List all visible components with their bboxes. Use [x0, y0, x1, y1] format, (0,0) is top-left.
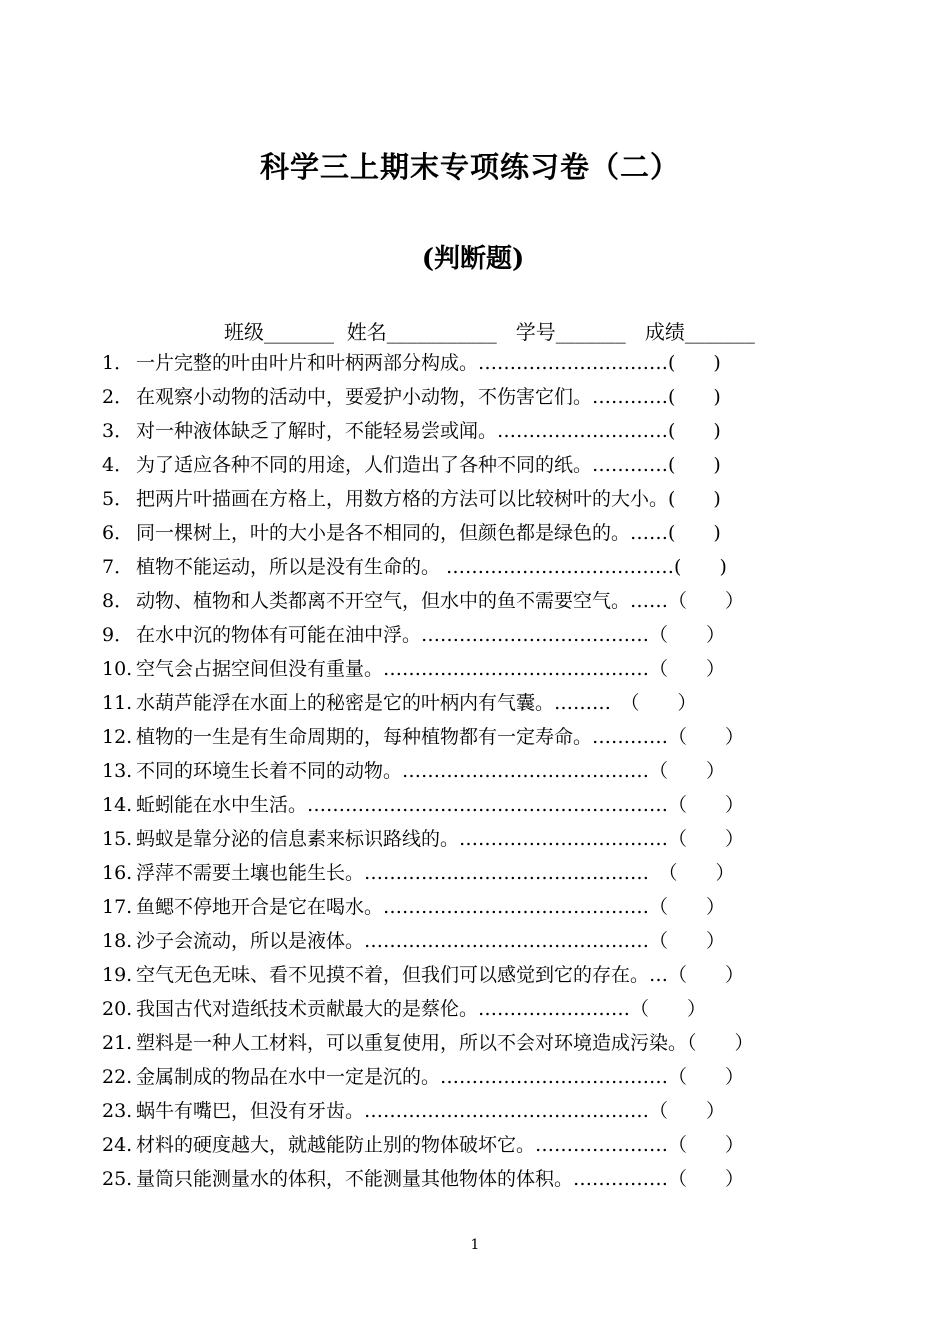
question-number: 11. [102, 692, 133, 714]
question-item [102, 618, 862, 652]
question-text: 一片完整的叶由叶片和叶柄两部分构成。…………………………( ) [136, 352, 721, 374]
question-number: 10. [102, 658, 133, 680]
question-item [102, 720, 862, 754]
question-item [102, 1094, 862, 1128]
question-number: 23. [102, 1100, 133, 1122]
page-title: 科学三上期末专项练习卷（二） [259, 150, 680, 184]
question-text: 空气会占据空间但没有重量。……………………………………（ ） [136, 658, 726, 680]
question-number: 7． [102, 556, 134, 578]
question-number: 8． [102, 590, 134, 612]
question-number: 2． [102, 386, 134, 408]
question-item [102, 380, 862, 414]
question-item [102, 686, 862, 720]
question-list [102, 346, 862, 1196]
question-number: 6． [102, 522, 134, 544]
question-number: 19. [102, 964, 133, 986]
question-number: 20. [102, 998, 133, 1020]
question-text: 我国古代对造纸技术贡献最大的是蔡伦。……………………（ ） [136, 998, 707, 1020]
question-number: 15. [102, 828, 133, 850]
question-text: 蚂蚁是靠分泌的信息素来标识路线的。……………………………（ ） [136, 828, 745, 850]
question-item [102, 652, 862, 686]
question-text: 塑料是一种人工材料，可以重复使用，所以不会对环境造成污染。（ ） [136, 1032, 754, 1054]
question-number: 12. [102, 726, 133, 748]
question-text: 在水中沉的物体有可能在油中浮。………………………………（ ） [136, 624, 726, 646]
question-text: 动物、植物和人类都离不开空气，但水中的鱼不需要空气。……（ ） [136, 590, 745, 612]
question-number: 9． [102, 624, 134, 646]
question-text: 沙子会流动，所以是液体。………………………………………（ ） [136, 930, 726, 952]
page-subtitle: (判断题) [421, 244, 525, 274]
question-number: 1． [102, 352, 134, 374]
question-item [102, 992, 862, 1026]
question-number: 3． [102, 420, 134, 442]
question-item [102, 1128, 862, 1162]
question-item [102, 1162, 862, 1196]
question-item [102, 788, 862, 822]
question-text: 植物的一生是有生命周期的，每种植物都有一定寿命。…………（ ） [136, 726, 745, 748]
question-item [102, 754, 862, 788]
question-text: 为了适应各种不同的用途，人们造出了各种不同的纸。…………( ) [136, 454, 721, 476]
question-text: 材料的硬度越大，就越能防止别的物体破坏它。…………………（ ） [136, 1134, 745, 1156]
question-text: 蚯蚓能在水中生活。…………………………………………………（ ） [136, 794, 745, 816]
question-text: 空气无色无味、看不见摸不着，但我们可以感觉到它的存在。…（ ） [136, 964, 745, 986]
question-text: 蜗牛有嘴巴，但没有牙齿。………………………………………（ ） [136, 1100, 726, 1122]
question-text: 不同的环境生长着不同的动物。…………………………………（ ） [136, 760, 726, 782]
question-item [102, 414, 862, 448]
question-text: 水葫芦能浮在水面上的秘密是它的叶柄内有气囊。……… （ ） [136, 692, 697, 714]
question-item [102, 924, 862, 958]
question-number: 5． [102, 488, 134, 510]
question-number: 17. [102, 896, 133, 918]
question-number: 13. [102, 760, 133, 782]
question-number: 24. [102, 1134, 133, 1156]
question-item [102, 1026, 862, 1060]
question-text: 同一棵树上，叶的大小是各不相同的，但颜色都是绿色的。……( ) [136, 522, 721, 544]
question-text: 把两片叶描画在方格上，用数方格的方法可以比较树叶的大小。( ) [136, 488, 721, 510]
question-number: 25. [102, 1168, 133, 1190]
question-text: 量筒只能测量水的体积，不能测量其他物体的体积。……………（ ） [136, 1168, 745, 1190]
question-number: 16. [102, 862, 133, 884]
question-number: 4． [102, 454, 134, 476]
question-number: 21. [102, 1032, 133, 1054]
question-text: 对一种液体缺乏了解时，不能轻易尝或闻。………………………( ) [136, 420, 721, 442]
question-item [102, 890, 862, 924]
question-item [102, 822, 862, 856]
question-item [102, 1060, 862, 1094]
question-number: 14. [102, 794, 133, 816]
question-item [102, 958, 862, 992]
question-item [102, 516, 862, 550]
question-text: 在观察小动物的活动中，要爱护小动物，不伤害它们。…………( ) [136, 386, 721, 408]
question-item [102, 346, 862, 380]
question-item [102, 584, 862, 618]
student-info-line: 班级_______ 姓名___________ 学号_______ 成绩_______ [224, 320, 755, 344]
question-text: 植物不能运动，所以是没有生命的。 ………………………………( ) [136, 556, 727, 578]
question-text: 浮萍不需要土壤也能生长。……………………………………… （ ） [136, 862, 735, 884]
question-number: 22. [102, 1066, 133, 1088]
question-number: 18. [102, 930, 133, 952]
page-number: 1 [470, 1237, 480, 1253]
question-item [102, 448, 862, 482]
question-item [102, 550, 862, 584]
question-text: 金属制成的物品在水中一定是沉的。………………………………（ ） [136, 1066, 745, 1088]
question-item [102, 856, 862, 890]
question-item [102, 482, 862, 516]
question-text: 鱼鳃不停地开合是它在喝水。……………………………………（ ） [136, 896, 726, 918]
